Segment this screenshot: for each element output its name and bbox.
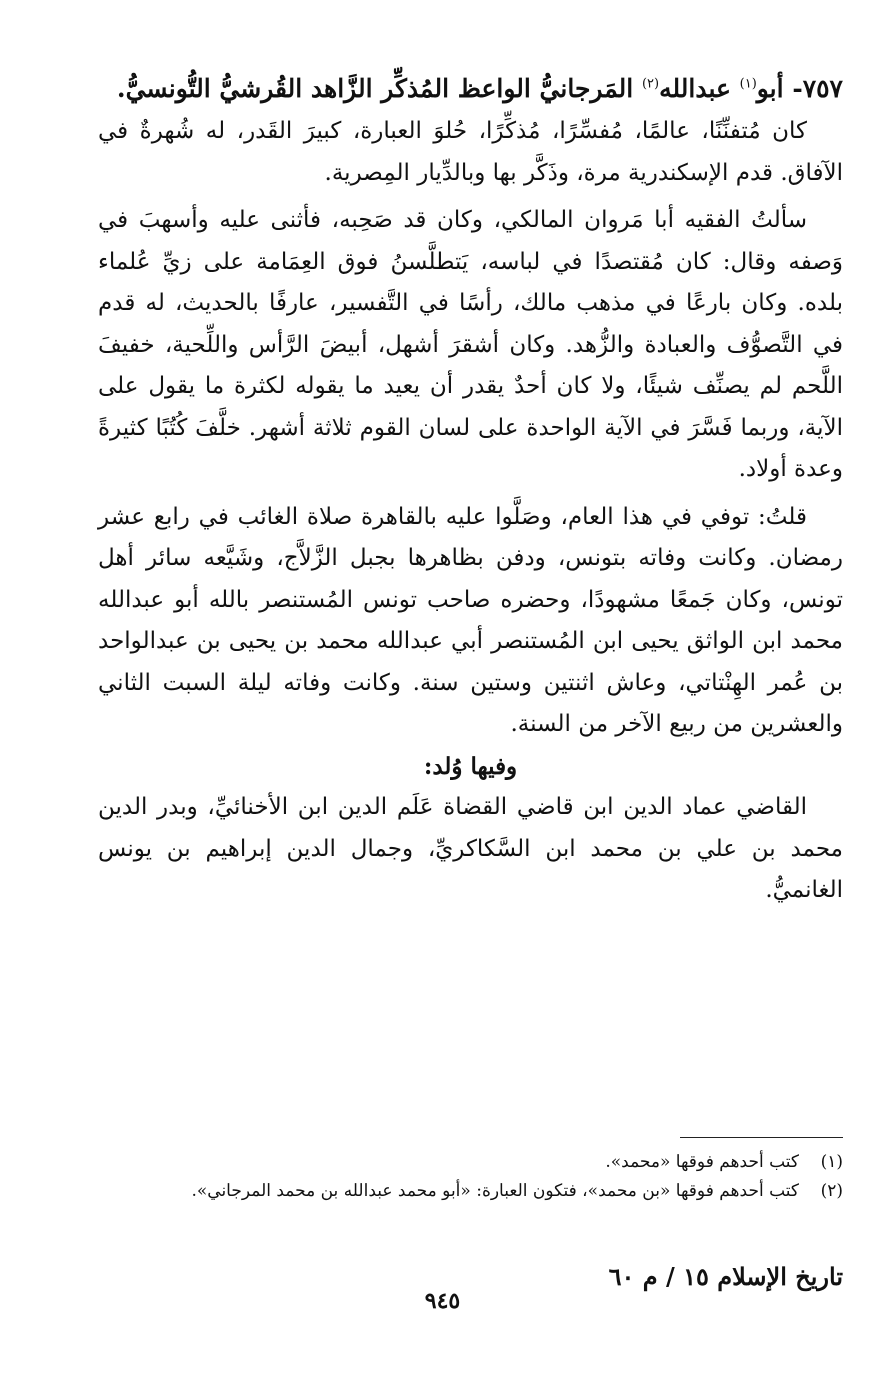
footnote [98,1177,843,1206]
section-heading: وفيها وُلد: [423,752,518,780]
footnote [98,1148,843,1177]
footnote-number: (١) [820,1152,843,1172]
page-number: ٩٤٥ [424,1288,461,1314]
footnote-text: كتب أحدهم فوقها «بن محمد»، فتكون العبارة: «أبو محمد عبدالله بن محمد المرجاني». [191,1181,799,1201]
footnote-number: (٢) [820,1181,843,1201]
paragraph: كان مُتفنِّنًا، عالمًا، مُفسِّرًا، مُذكِّرًا، حُلوَ العبارة، كبيرَ القَدر، له شُهرةٌ في الآفاق. قدم الإسكندرية مرة، وذَكَّر بها وبالدِّيار المِصرية. [98,118,843,186]
entry-name-part: أبو [756,74,784,103]
footnote-text: كتب أحدهم فوقها «محمد». [605,1152,799,1172]
entry-heading [98,68,843,110]
entry-number: ٧٥٧- [792,74,843,103]
footer-title: تاريخ الإسلام ١٥ / م ٦٠ [608,1262,843,1291]
paragraph: قلتُ: توفي في هذا العام، وصَلَّوا عليه بالقاهرة صلاة الغائب في رابع عشر رمضان. وكانت وفاته بتونس، ودفن بظاهرها بجبل الزَّلاَّج، وشَيَّعه سائر أهل تونس، وكان جَمعًا مشهودًا، وحضره صاحب تونس المُستنصر بالله أبو عبدالله محمد ابن الواثق يحيى ابن المُستنصر أبي عبدالله محمد بن يحيى بن عبدالواحد بن عُمر الهِنْتاتي، وعاش اثنتين وستين سنة. وكانت وفاته ليلة السبت الثاني والعشرين من ربيع الآخر من السنة. [98,503,843,737]
footnote-ref-2: (٢) [641,76,660,92]
paragraph: القاضي عماد الدين ابن قاضي القضاة عَلَم الدين ابن الأخنائيِّ، وبدر الدين محمد بن علي بن محمد ابن السَّكاكريِّ، وجمال الدين إبراهيم بن يونس الغانميُّ. [98,794,843,903]
main-text [98,68,843,912]
entry-name-part: عبدالله [659,74,731,103]
footnote-divider [680,1137,843,1138]
footnote-ref-1: (١) [739,76,757,92]
entry-name-part: المَرجانيُّ الواعظ المُذكِّر الزَّاهد القُرشيُّ التُّونسيُّ. [116,74,634,103]
paragraph: سألتُ الفقيه أبا مَروان المالكي، وكان قد صَحِبه، فأثنى عليه وأسهبَ في وَصفه وقال: كان مُقتصدًا في لباسه، يَتطلَّسنُ فوق العِمَامة على زيِّ عُلماء بلده. وكان بارعًا في مذهب مالك، رأسًا في التَّفسير، عارفًا بالحديث، له قدم في التَّصوُّف والعبادة والزُّهد. وكان أشقرَ أشهل، أبيضَ الرَّأس واللِّحية، خفيفَ اللَّحم لم يصنِّف شيئًا، ولا كان أحدٌ يقدر أن يعيد ما يقوله لكثرة ما يقول على الآية، وربما فَسَّرَ في الآية الواحدة على لسان القوم ثلاثة أشهر. خلَّفَ كُتُبًا كثيرةً وعدة أولاد. [98,207,843,482]
footnotes [98,1148,843,1206]
